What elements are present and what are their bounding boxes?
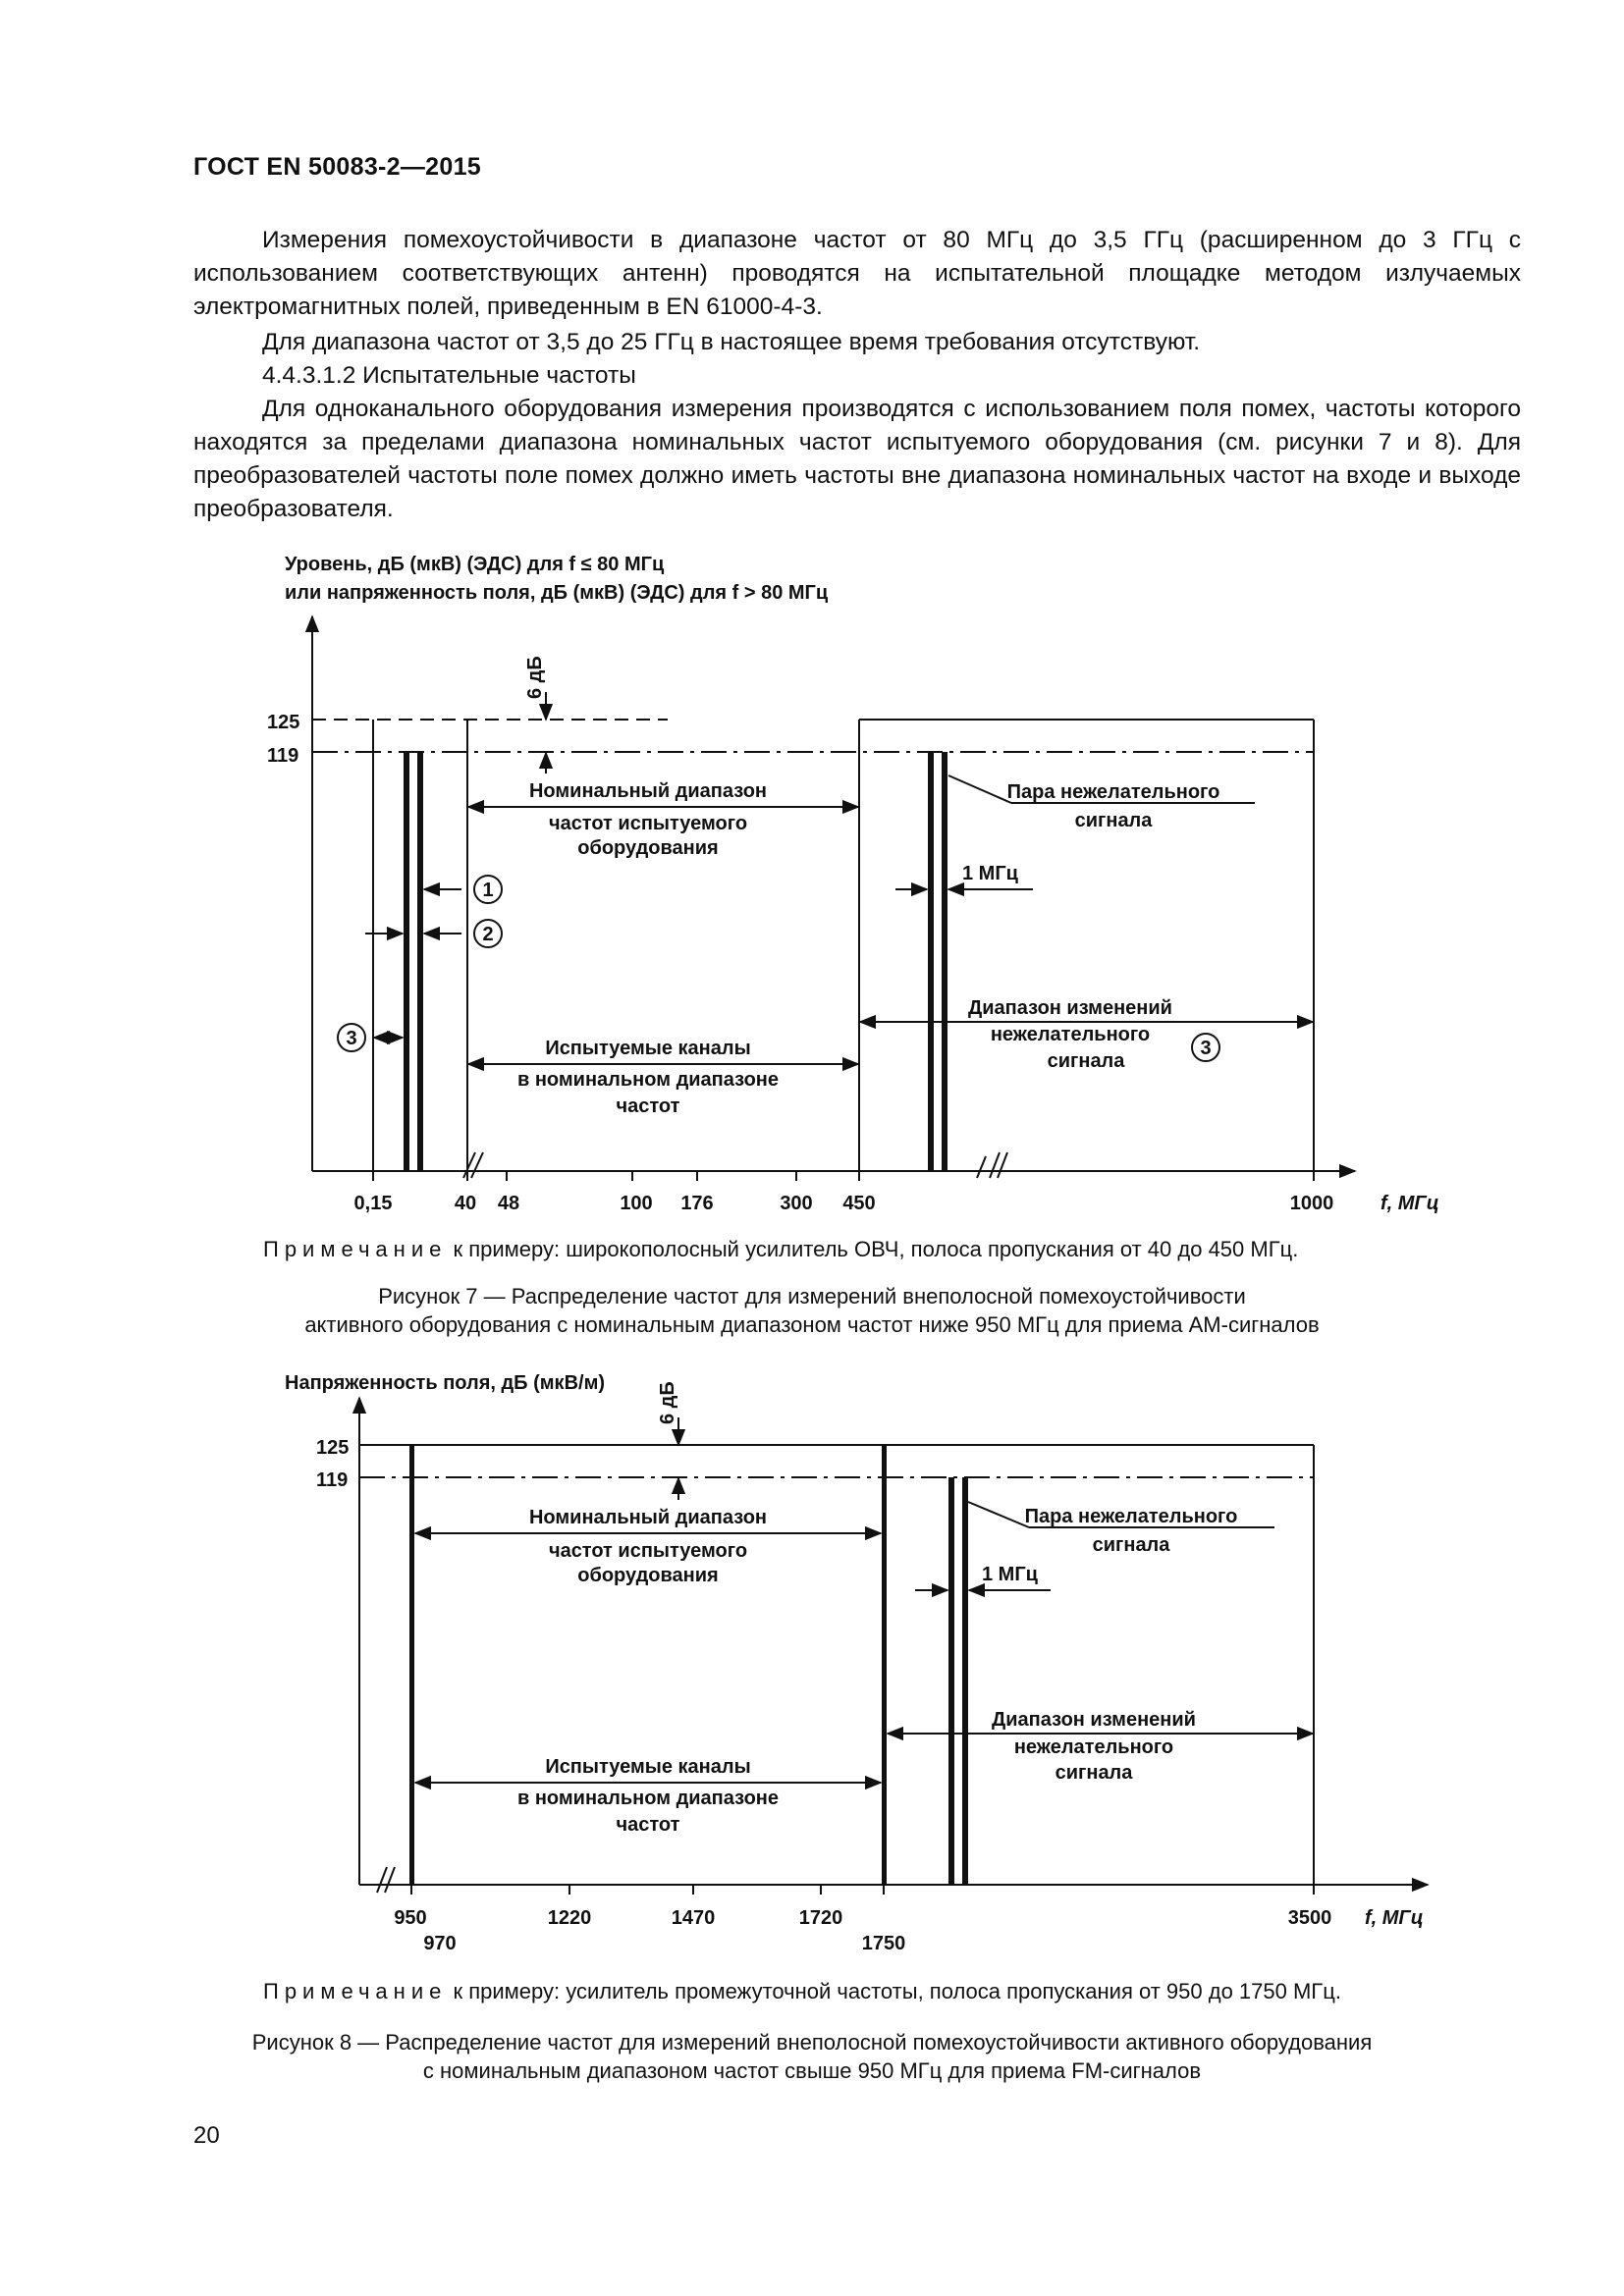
fig7-xtick: 40 — [454, 1193, 477, 1214]
fig8-line-1750 — [882, 1445, 887, 1885]
fig8-xtick: 950 — [394, 1907, 427, 1929]
paragraph-2: Для диапазона частот от 3,5 до 25 ГГц в настоящее время требования отсутствуют. — [262, 329, 1201, 355]
fig7-circle3-left-label: 3 — [346, 1028, 357, 1049]
fig7-tested-l2: в номинальном диапазоне — [517, 1069, 779, 1091]
fig8-unwanted-bar — [948, 1477, 954, 1885]
fig7-caption-line2: активного оборудования с номинальным диапазоном частот ниже 950 МГц для приема AM-сигналов — [304, 1312, 1320, 1337]
fig8-pair-l1: Пара нежелательного — [1024, 1506, 1238, 1527]
fig8-range-l3: сигнала — [1055, 1762, 1133, 1784]
fig8-tested-l3: частот — [616, 1814, 680, 1836]
fig7-range-l3: сигнала — [1047, 1050, 1125, 1072]
fig8-xtick: 1720 — [798, 1907, 843, 1929]
fig8-note-prefix: Примечание — [263, 1979, 448, 2003]
fig7-unwanted-bar — [928, 752, 934, 1171]
fig7-unwanted-bar — [942, 752, 947, 1171]
fig7-circle1-label: 1 — [482, 880, 494, 901]
fig7-channel-bar — [404, 752, 409, 1171]
fig8-xtick: 1470 — [671, 1907, 716, 1929]
fig8-ylabel: Напряженность поля, дБ (мкВ/м) — [285, 1372, 606, 1394]
fig8-caption-line1: Рисунок 8 — Распределение частот для измерений внеполосной помехоустойчивости активного оборудования — [251, 2030, 1373, 2055]
figure-8-diagram — [0, 1355, 1624, 1963]
fig8-ytick-125: 125 — [316, 1437, 350, 1459]
fig8-tested-l1: Испытуемые каналы — [545, 1756, 751, 1778]
fig8-caption-line2: с номинальным диапазоном частот свыше 950 МГц для приема FM-сигналов — [422, 2058, 1202, 2083]
fig7-pair-l1: Пара нежелательного — [1006, 781, 1220, 803]
fig8-1mhz-label: 1 МГц — [982, 1564, 1038, 1585]
fig7-ylabel-line2: или напряженность поля, дБ (мкВ) (ЭДС) для f > 80 МГц — [285, 582, 829, 604]
fig8-ytick-119: 119 — [316, 1469, 349, 1491]
fig8-nominal-l3: оборудования — [577, 1565, 719, 1586]
fig8-unwanted-bar — [962, 1477, 968, 1885]
fig7-caption — [0, 1282, 1624, 1339]
fig7-xtick: 1000 — [1289, 1193, 1334, 1214]
fig8-x-tickmarks — [411, 1885, 1314, 1895]
fig8-line-970 — [409, 1445, 414, 1885]
fig7-note-text: к примеру: широкополосный усилитель ОВЧ, полоса пропускания от 40 до 450 МГц. — [447, 1237, 1299, 1261]
fig7-ytick-119: 119 — [267, 745, 299, 767]
fig8-xtick: 1220 — [547, 1907, 592, 1929]
fig8-caption — [0, 2028, 1624, 2085]
paragraph-4: Для одноканального оборудования измерения производятся с использованием поля помех, частоты которого находятся за пределами диапазона номинальных частот испытуемого оборудования (см. рисунки 7 и 8). Для преобразователей частоты поле помех должно иметь частоты вне диапазона номинальных частот на входе и выходе преобразователя. — [193, 396, 1521, 522]
fig8-xtick: 1750 — [861, 1933, 906, 1954]
fig7-range-l1: Диапазон изменений — [968, 997, 1172, 1019]
fig7-xtick: 300 — [780, 1193, 813, 1214]
fig8-note — [263, 1979, 1341, 2004]
fig7-6db-label: 6 дБ — [524, 656, 546, 699]
fig7-xtick: 0,15 — [353, 1193, 393, 1214]
fig7-ylabel-line1: Уровень, дБ (мкВ) (ЭДС) для f ≤ 80 МГц — [285, 554, 665, 575]
fig7-note — [263, 1237, 1298, 1262]
fig8-range-l2: нежелательного — [1013, 1736, 1174, 1758]
fig8-pair-l2: сигнала — [1092, 1534, 1170, 1556]
fig8-nominal-l1: Номинальный диапазон — [528, 1507, 768, 1528]
fig8-6db-label: 6 дБ — [657, 1381, 678, 1424]
fig7-caption-line1: Рисунок 7 — Распределение частот для измерений внеполосной помехоустойчивости — [378, 1284, 1246, 1308]
fig7-circle2-label: 2 — [482, 924, 494, 945]
page-number: 20 — [193, 2122, 220, 2149]
fig7-pair-leader — [948, 775, 1011, 803]
fig7-1mhz-label: 1 МГц — [962, 863, 1018, 884]
paragraph-1: Измерения помехоустойчивости в диапазоне частот от 80 МГц до 3,5 ГГц (расширенном до 3 ГГц с использованием соответствующих антенн) проводятся на испытательной площадке методом излучаемых электромагнитных полей, приведенным в EN 61000-4-3. — [193, 227, 1521, 320]
fig7-axis-break — [977, 1156, 986, 1178]
fig7-ytick-125: 125 — [267, 712, 300, 733]
document-header: ГОСТ EN 50083-2—2015 — [193, 153, 481, 181]
fig7-tested-l3: частот — [616, 1095, 680, 1117]
fig7-xtick: 48 — [497, 1193, 520, 1214]
fig7-x-axis-label: f, МГц — [1380, 1193, 1439, 1214]
fig7-nominal-l2: частот испытуемого — [548, 813, 748, 834]
fig7-x-tickmarks — [373, 1171, 1314, 1181]
fig7-circle3-right-label: 3 — [1200, 1038, 1212, 1059]
fig8-tested-l2: в номинальном диапазоне — [517, 1788, 779, 1809]
fig7-tested-l1: Испытуемые каналы — [545, 1038, 751, 1059]
paragraph-3: 4.4.3.1.2 Испытательные частоты — [262, 362, 636, 389]
fig8-xtick: 970 — [423, 1933, 457, 1954]
fig8-x-axis-label: f, МГц — [1365, 1907, 1424, 1929]
fig8-note-text: к примеру: усилитель промежуточной частоты, полоса пропускания от 950 до 1750 МГц. — [447, 1979, 1341, 2003]
fig7-nominal-l1: Номинальный диапазон — [528, 780, 768, 802]
fig7-xtick: 100 — [620, 1193, 653, 1214]
fig8-xtick: 3500 — [1287, 1907, 1332, 1929]
fig7-xtick: 450 — [842, 1193, 876, 1214]
fig7-channel-bar — [417, 752, 423, 1171]
fig8-range-l1: Диапазон изменений — [992, 1709, 1196, 1731]
fig7-note-prefix: Примечание — [263, 1237, 448, 1261]
fig7-nominal-l3: оборудования — [577, 837, 719, 859]
fig7-pair-l2: сигнала — [1074, 810, 1153, 831]
fig7-xtick: 176 — [680, 1193, 714, 1214]
fig8-nominal-l2: частот испытуемого — [548, 1540, 748, 1562]
fig8-pair-leader — [968, 1502, 1029, 1527]
fig7-range-l2: нежелательного — [990, 1024, 1151, 1045]
